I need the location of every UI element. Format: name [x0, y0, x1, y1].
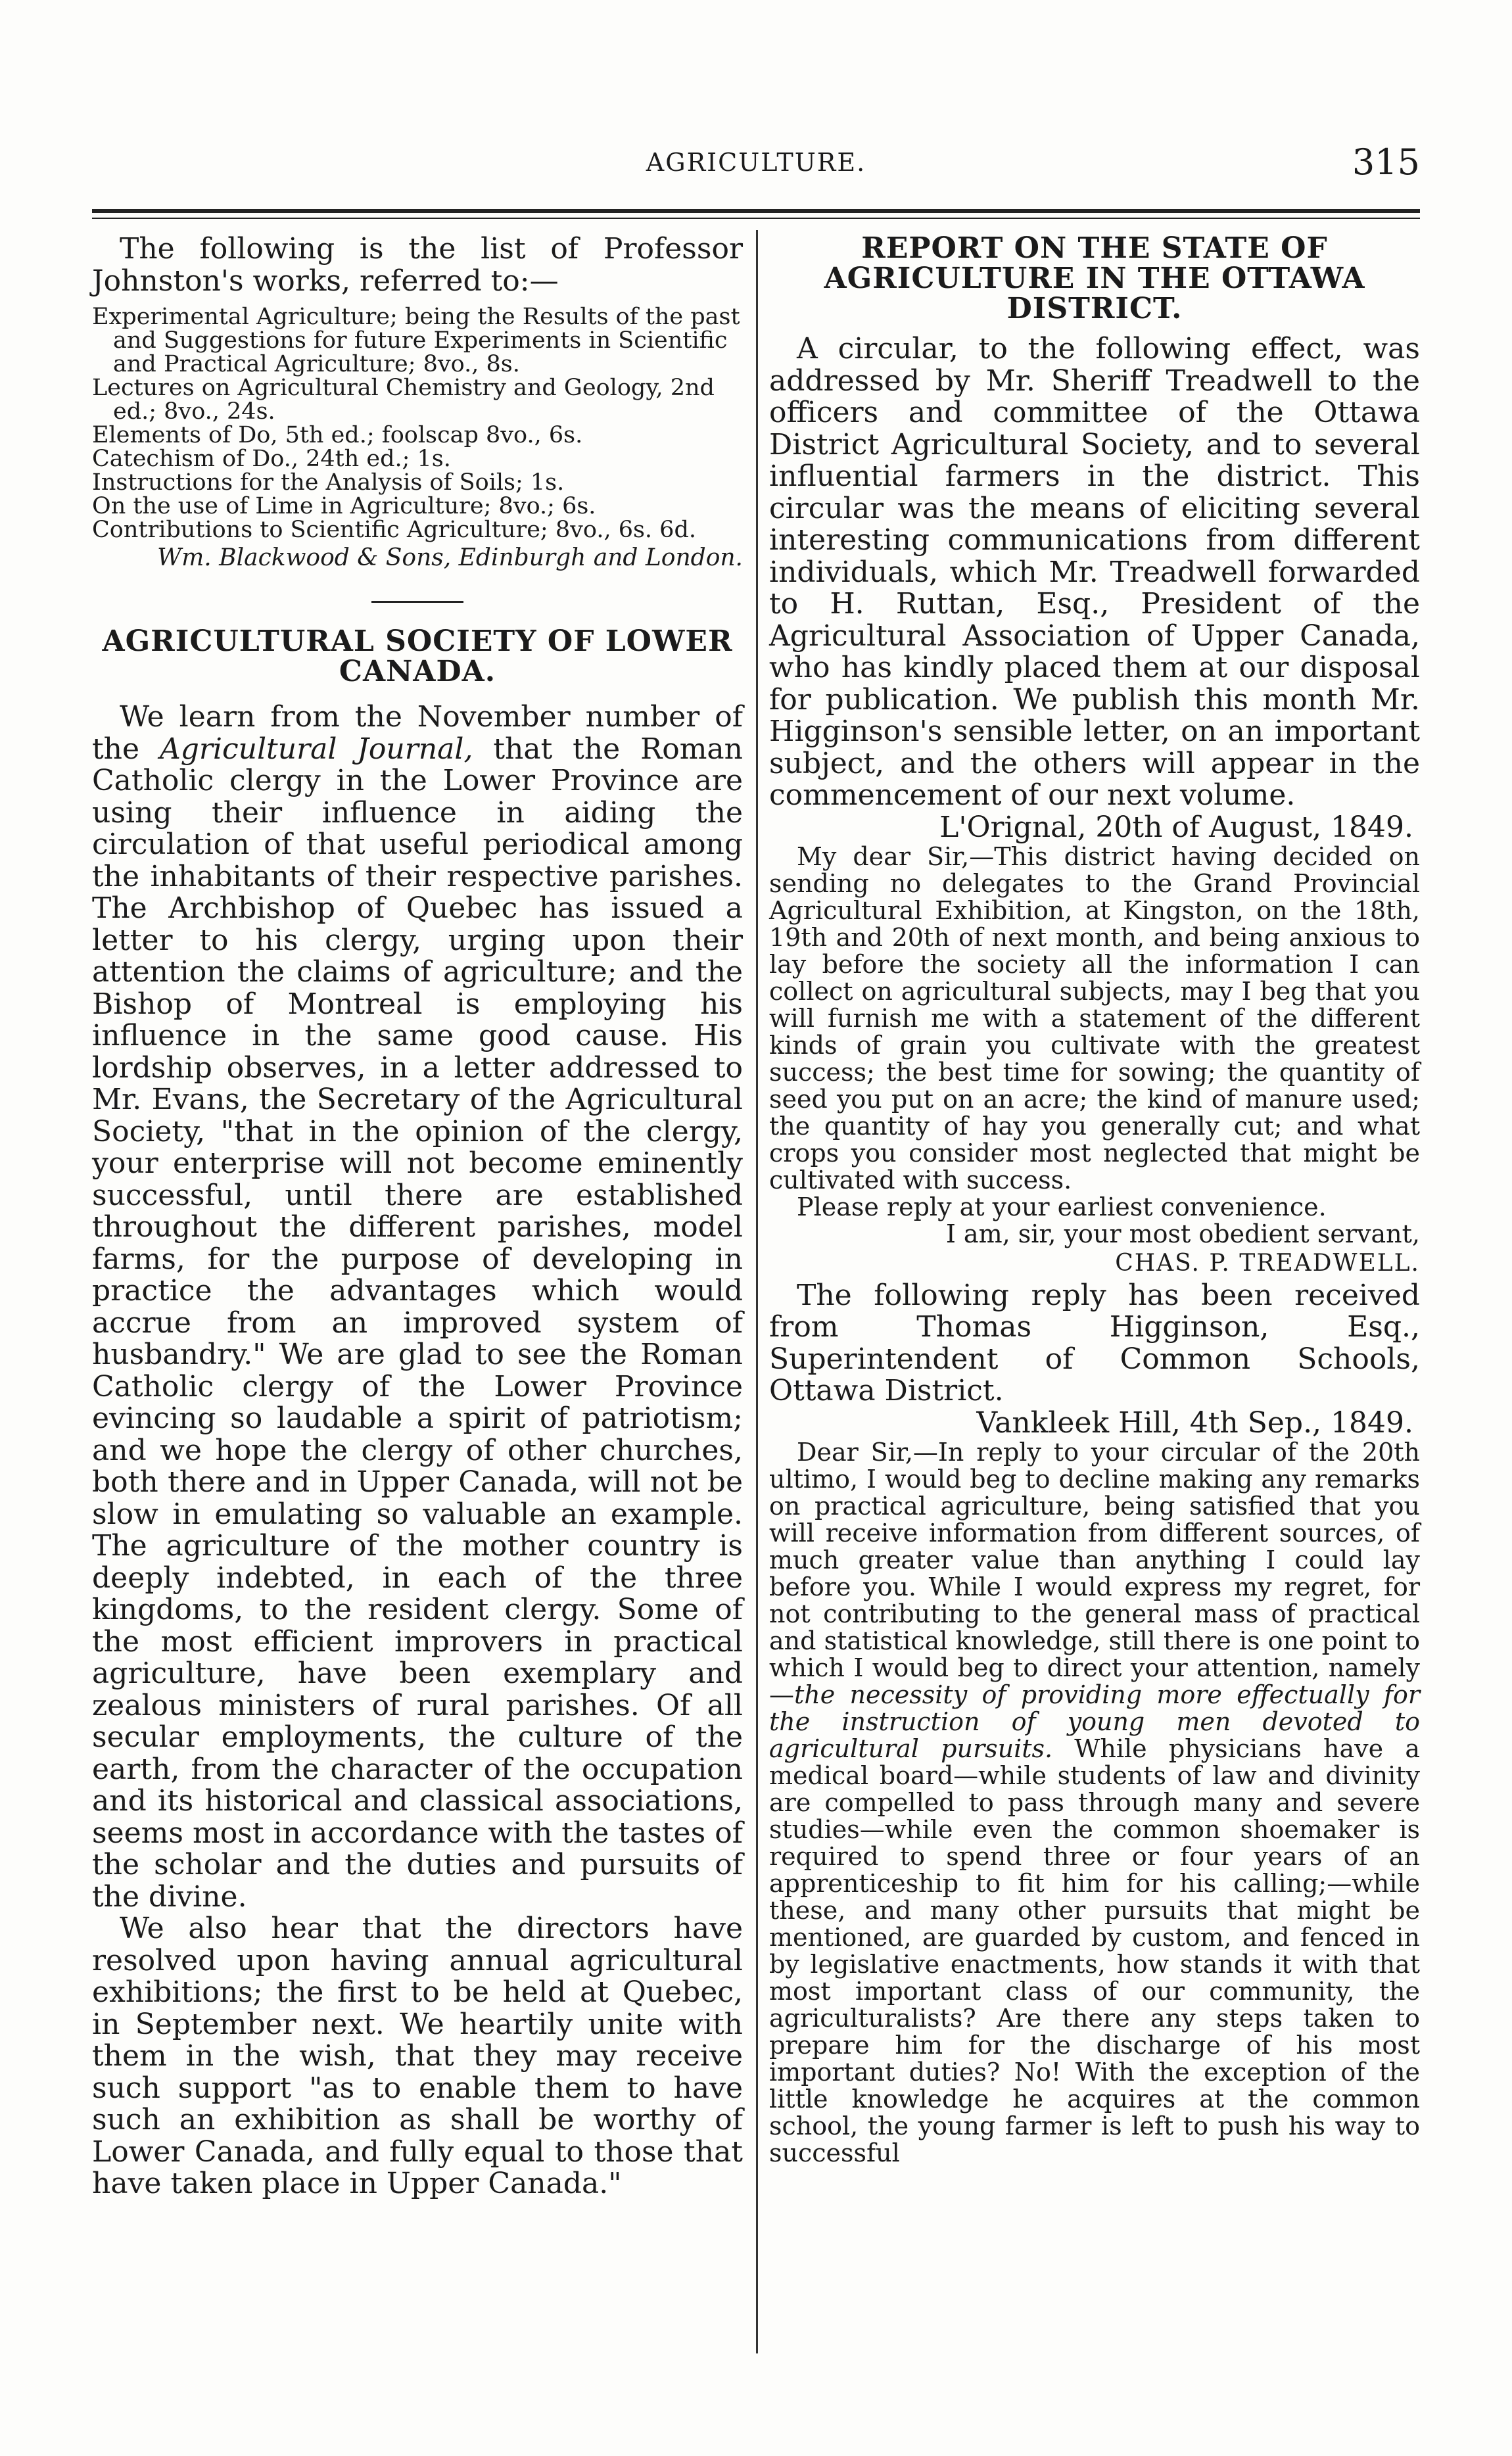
circular-reply-request: Please reply at your earliest convenience.: [797, 1193, 1327, 1221]
running-title: AGRICULTURE.: [646, 148, 866, 177]
johnston-works-list: [92, 305, 743, 542]
report-intro: A circular, to the following effect, was addressed by Mr. Sheriff Treadwell to the officers and committee of the Ottawa District Agricultural Society, and to several influential farmers in the district. This circular was the means of eliciting several interesting communications from different individuals, which Mr. Treadwell forwarded to H. Ruttan, Esq., President of the Agricultural Association of Upper Canada, who has kindly placed them at our disposal for publication. We publish this month Mr. Higginson's sensible letter, on an important subject, and the others will appear in the commencement of our next volume.: [769, 332, 1420, 812]
list-item: Contributions to Scientific Agriculture; 8vo., 6s. 6d.: [92, 517, 696, 543]
report-heading: REPORT ON THE STATE OF AGRICULTURE IN THE OTTAWA DISTRICT.: [824, 231, 1365, 325]
reply-text: Dear Sir,—In reply to your circular of the 20th ultimo, I would beg to decline making any remarks on practical agriculture, being satisfied that you will receive information from different sources, of much greater value than anything I could lay before you. While I would express my regret, for not contributing to the general mass of practical and statistical knowledge, still there is one point to which I would beg to direct your attention, namely—: [769, 1438, 1420, 1709]
society-paragraph-1: [92, 701, 743, 1913]
list-item: Elements of Do, 5th ed.; foolscap 8vo., 6s.: [92, 422, 583, 448]
left-column: [92, 233, 743, 2200]
society-text: that the Roman Catholic clergy in the Lower Province are using their influence in aiding the circulation of that useful periodical among the inhabitants of their respective parishes. The Archbishop of Quebec has issued a letter to his clergy, urging upon their attention the claims of agriculture; and the Bishop of Montreal is employing his influence in the same good cause. His lordship observes, in a letter addressed to Mr. Evans, the Secretary of the Agricultural Society, "that in the opinion of the clergy, your enterprise will not become eminently successful, until there are established throughout the different parishes, model farms, for the purpose of developing in practice the advantages which would accrue from an improved system of husbandry." We are glad to see the Roman Catholic clergy of the Lower Province evincing so laudable a spirit of patriotism; and we hope the clergy of other churches, both there and in Upper Canada, will not be slow in emulating so valuable an example. The agriculture of the mother country is deeply indebted, in each of the three kingdoms, to the resident clergy. Some of the most efficient improvers in practical agriculture, have been exemplary and zealous ministers of rural parishes. Of all secular employments, the culture of the earth, from the character of the occupation and its historical and classical associations, seems most in accordance with the tastes of the scholar and the duties and pursuits of the divine.: [92, 732, 744, 1914]
list-item: Catechism of Do., 24th ed.; 1s.: [92, 446, 451, 472]
section-divider: [371, 601, 463, 603]
header-rule-thick: [92, 209, 1420, 213]
circular-signoff: I am, sir, your most obedient servant,: [945, 1219, 1420, 1248]
reply-intro: The following reply has been received from Thomas Higginson, Esq., Superintendent of Common Schools, Ottawa District.: [769, 1278, 1420, 1407]
right-column: [769, 233, 1420, 2167]
list-item: Instructions for the Analysis of Soils; 1s.: [92, 469, 565, 496]
reply-emphasis: the necessity of providing more effectually for the instruction of young men devoted to agricultural pursuits.: [769, 1680, 1420, 1763]
running-header: [92, 141, 1420, 187]
list-item: On the use of Lime in Agriculture; 8vo.; 6s.: [92, 493, 596, 519]
header-rule-thin: [92, 218, 1420, 219]
circular-dateline: L'Orignal, 20th of August, 1849.: [939, 810, 1413, 844]
page-number: 315: [1352, 141, 1420, 183]
society-paragraph-2: We also hear that the directors have resolved upon having annual agricultural exhibitions; the first to be held at Quebec, in September next. We heartily unite with them in the wish, that they may receive such support "as to enable them to have such an exhibition as shall be worthy of Lower Canada, and fully equal to those that have taken place in Upper Canada.": [92, 1912, 743, 2200]
circular-signature: CHAS. P. TREADWELL.: [1115, 1250, 1420, 1277]
circular-body: My dear Sir,—This district having decided on sending no delegates to the Grand Provincial Agricultural Exhibition, at Kingston, on the 18th, 19th and 20th of next month, and being anxious to lay before the society all the information I can collect on agricultural subjects, may I beg that you will furnish me with a statement of the different kinds of grain you cultivate with the greatest success; the best time for sowing; the quantity of seed you put on an acre; the kind of manure used; the quantity of hay you generally cut; and what crops you consider most neglected that might be cultivated with success.: [769, 842, 1420, 1194]
list-item: Experimental Agriculture; being the Results of the past and Suggestions for future Experiments in Scientific and Practical Agriculture; 8vo., 8s.: [92, 304, 740, 377]
list-item: Lectures on Agricultural Chemistry and Geology, 2nd ed.; 8vo., 24s.: [92, 375, 715, 425]
journal-title: Agricultural Journal,: [159, 732, 473, 766]
column-divider: [756, 230, 758, 2353]
society-text: We learn from the November number of the: [92, 700, 743, 766]
reply-dateline: Vankleek Hill, 4th Sep., 1849.: [976, 1405, 1413, 1440]
society-heading: AGRICULTURAL SOCIETY OF LOWER CANADA.: [102, 625, 733, 688]
reply-letter-body: [769, 1439, 1420, 2167]
johnston-intro: The following is the list of Professor Johnston's works, referred to:—: [92, 232, 743, 298]
publisher-line: Wm. Blackwood & Sons, Edinburgh and London.: [157, 544, 743, 571]
reply-text: While physicians have a medical board—while students of law and divinity are compelled to pass through many and severe studies—while even the common shoemaker is required to spend three or four years of an apprenticeship to fit him for his calling;—while these, and many other pursuits that might be mentioned, are guarded by custom, and fenced in by legislative enactments, how stands it with that most important class of our community, the agriculturalists? Are there any steps taken to prepare him for the discharge of his most important duties? No! With the exception of the little knowledge he acquires at the common school, the young farmer is left to push his way to successful: [769, 1734, 1421, 2167]
